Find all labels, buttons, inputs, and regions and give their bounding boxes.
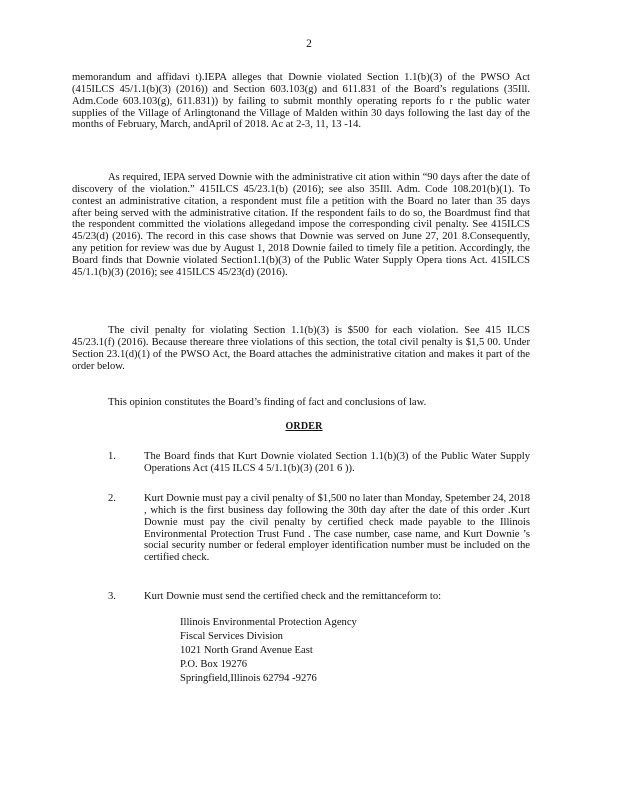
address-line: Springfield,Illinois 62794 -9276 [180, 673, 317, 685]
page-number: 2 [306, 38, 312, 50]
remittance-address [180, 616, 357, 686]
order-item-3-text: Kurt Downie must send the certified check and the remittanceform to: [144, 591, 442, 602]
paragraph-3: The civil penalty for violating Section 1.1(b)(3) is $500 for each violation. See 415 ILCS 45/23.1(f) (2016). Because thereare three violations of this section, the total civil penalty is $1,5 00. Under Section 23.1(d)(1) of the PWSO Act, the Board attaches the administrative citation and makes it part of the order below. [72, 325, 530, 372]
address-line: P.O. Box 19276 [180, 659, 248, 671]
order-heading: ORDER [285, 421, 323, 432]
order-item-1-text: The Board finds that Kurt Downie violated Section 1.1(b)(3) of the Public Water Supply Operations Act (415 ILCS 4 5/1.1(b)(3) (201 6 )). [144, 451, 530, 474]
paragraph-2: As required, IEPA served Downie with the administrative cit ation within “90 days after the date of discovery of the violation.” 415ILCS 45/23.1(b) (2016); see also 35Ill. Adm. Code 108.201(b)(1). To contest an administrative citation, a respondent must file a petition with the Board no later than 35 days after being served with the administrative citation. If the respondent fails to do so, the Boardmust find that the respondent committed the violations allegedand impose the corresponding civil penalty. See 415ILCS 45/23(d) (2016). The record in this case shows that Downie was served on June 27, 201 8.Consequently, any petition for review was due by August 1, 2018 Downie failed to timely file a petition. Accordingly, the Board finds that Downie violated Section1.1(b)(3) of the Public Water Supply Opera tions Act. 415ILCS 45/1.1(b)(3) (2016); see 415ILCS 45/23(d) (2016). [72, 172, 530, 278]
order-item-2-number: 2. [108, 493, 116, 504]
order-item-1-number: 1. [108, 451, 116, 462]
paragraph-1: memorandum and affidavi t).IEPA alleges that Downie violated Section 1.1(b)(3) of the PWSO Act (415ILCS 45/1.1(b)(3) (2016)) and Section 603.103(g) and 611.831 of the Board’s regulations (35Ill. Adm.Code 603.103(g), 611.831)) by failing to submit monthly operating reports fo r the public water supplies of the Village of Arlingtonand the Village of Malden within 30 days following the last day of the months of February, March, andApril of 2018. Ac at 2-3, 11, 13 -14. [72, 72, 530, 131]
order-item-3-number: 3. [108, 591, 116, 602]
order-item-2-text: Kurt Downie must pay a civil penalty of $1,500 no later than Monday, Spetember 24, 2018 , which is the first business day following the 30th day after the date of this order .Kurt Downie must pay the civil penalty by certified check made payable to the Illinois Environmental Protection Trust Fund . The case number, case name, and Kurt Downie ’s social security number or federal employer identification number must be included on the certified check. [144, 493, 530, 564]
address-line: Fiscal Services Division [180, 631, 283, 643]
address-line: 1021 North Grand Avenue East [180, 645, 313, 657]
paragraph-4: This opinion constitutes the Board’s finding of fact and conclusions of law. [108, 397, 427, 408]
address-line: Illinois Environmental Protection Agency [180, 617, 357, 628]
